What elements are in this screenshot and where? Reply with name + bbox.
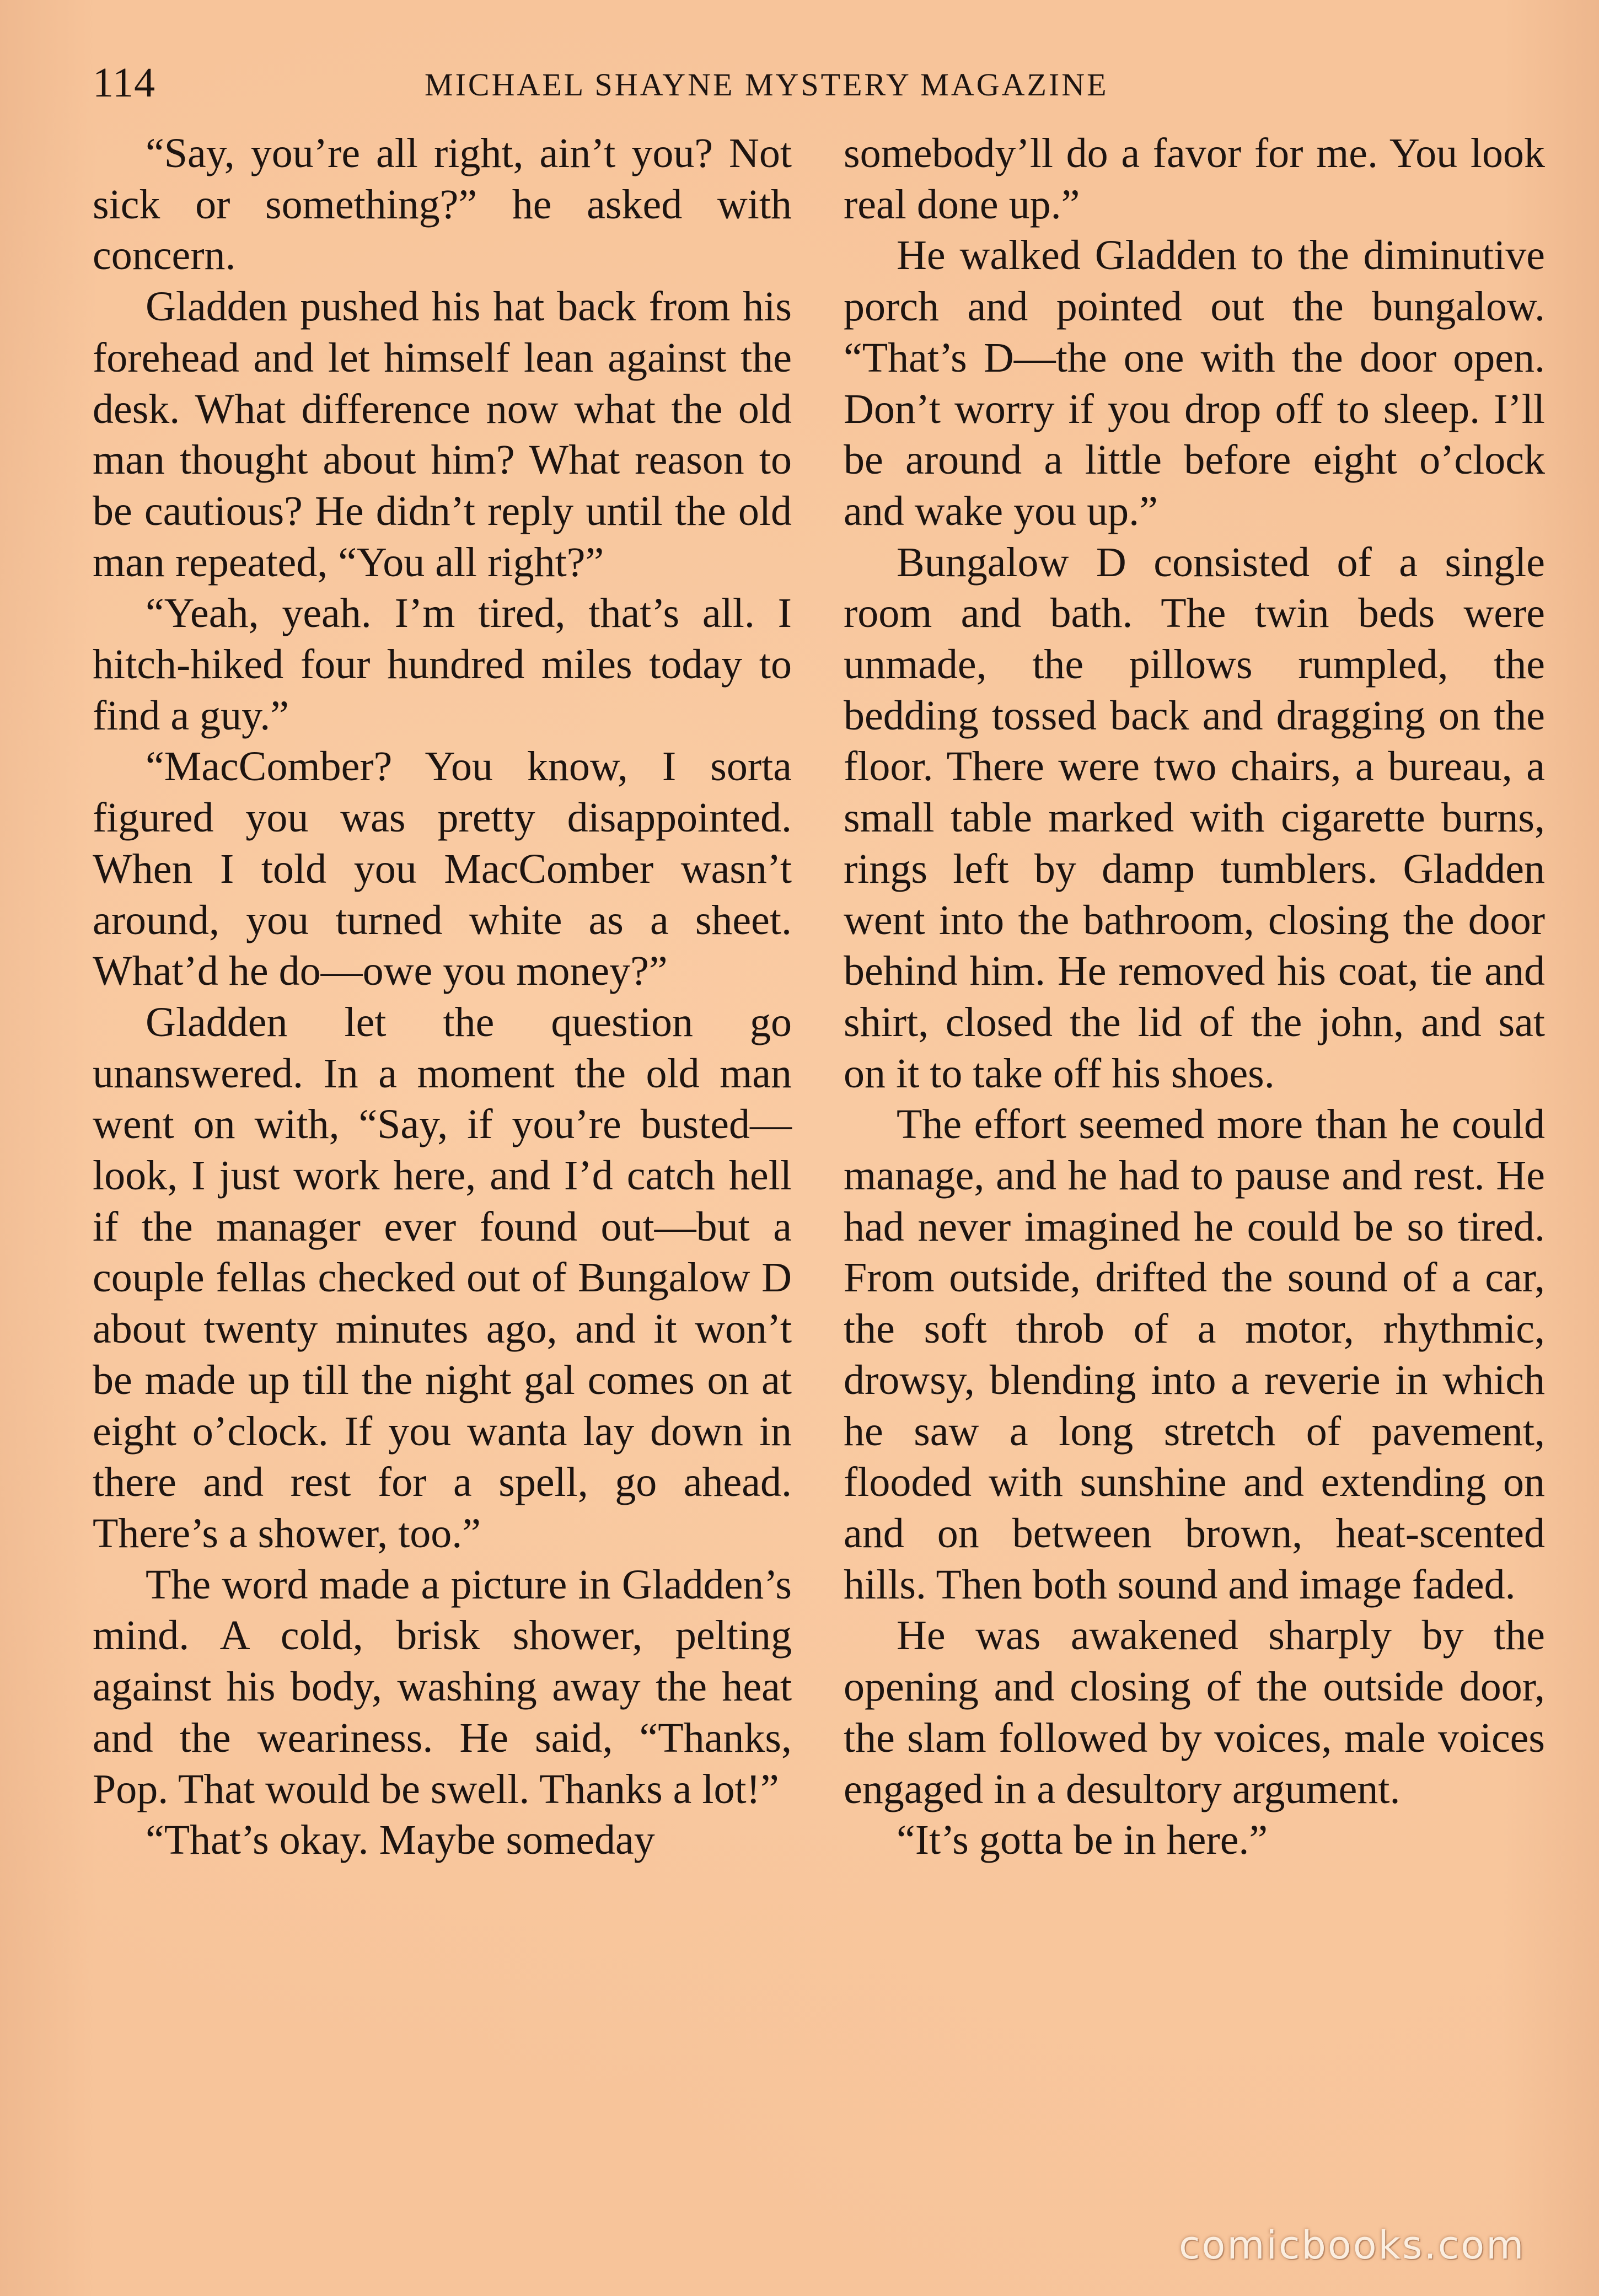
paragraph-continued: somebody’ll do a favor for me. You look real done up.” [844, 130, 1545, 228]
running-head: MICHAEL SHAYNE MYSTERY MAGAZINE [425, 67, 1109, 103]
paragraph: The effort seemed more than he could manage, and he had to pause and rest. He had never imagined he could be so tired. From outside, drifted the sound of a car, the soft throb of a motor, rhythmic, drowsy, blending into a reverie in which he saw a long stretch of pavement, flooded with sunshine and extending on and on between brown, heat-scented hills. Then both sound and image faded. [844, 1101, 1545, 1608]
paragraph: He walked Gladden to the diminutive porch and pointed out the bungalow. “That’s D—the one with the door open. Don’t worry if you drop off to sleep. I’ll be around a little before eight o’clock and wake you up.” [844, 232, 1545, 534]
paragraph: Bungalow D consisted of a single room and bath. The twin beds were unmade, the pillows rumpled, the bedding tossed back and dragging on the floor. There were two chairs, a bureau, a small table marked with cigarette burns, rings left by damp tumblers. Gladden went into the bathroom, closing the door behind him. He removed his coat, tie and shirt, closed the lid of the john, and sat on it to take off his shoes. [844, 539, 1545, 1097]
paragraph: “Yeah, yeah. I’m tired, that’s all. I hitch-hiked four hundred miles today to find a guy.” [93, 590, 792, 739]
page-number: 114 [93, 60, 156, 106]
site-watermark: comicbooks.com [1179, 2223, 1526, 2268]
paragraph: Gladden let the question go unanswered. In a moment the old man went on with, “Say, if you’re busted—look, I just work here, and I’d catch hell if the manager ever found out—but a couple fellas checked out of Bungalow D about twenty minutes ago, and it won’t be made up till the night gal comes on at eight o’clock. If you wanta lay down in there and rest for a spell, go ahead. There’s a shower, too.” [93, 999, 792, 1557]
paragraph: “That’s okay. Maybe someday [146, 1817, 655, 1864]
paragraph: “It’s gotta be in here.” [897, 1817, 1268, 1864]
left-column [93, 128, 792, 1866]
paragraph: The word made a picture in Gladden’s mind. A cold, brisk shower, pelting against his body, washing away the heat and the weariness. He said, “Thanks, Pop. That would be swell. Thanks a lot!” [93, 1561, 792, 1812]
paragraph: He was awakened sharply by the opening and closing of the outside door, the slam followed by voices, male voices engaged in a desultory argument. [844, 1612, 1545, 1812]
paragraph: Gladden pushed his hat back from his forehead and let himself lean against the desk. What difference now what the old man thought about him? What reason to be cautious? He didn’t reply until the old man repeated, “You all right?” [93, 283, 792, 586]
right-column [844, 128, 1545, 1866]
paragraph: “Say, you’re all right, ain’t you? Not sick or something?” he asked with concern. [93, 130, 792, 279]
paragraph: “MacComber? You know, I sorta figured you was pretty disappointed. When I told you MacComber wasn’t around, you turned white as a sheet. What’d he do—owe you money?” [93, 743, 792, 995]
